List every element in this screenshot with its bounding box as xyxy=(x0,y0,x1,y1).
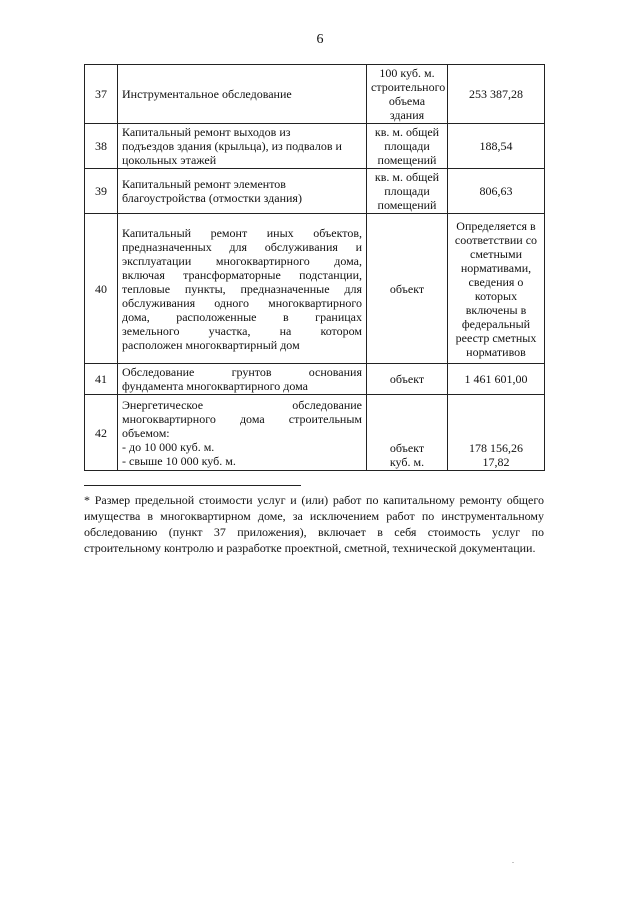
work-description: Капитальный ремонт выходов из подъездов здания (крыльца), из подвалов и цокольных этажей xyxy=(118,124,367,169)
corner-mark: . xyxy=(512,856,514,865)
table-row xyxy=(85,364,545,395)
work-description: Капитальный ремонт элементов благоустройства (отмостки здания) xyxy=(118,169,367,214)
unit-of-measure: объект xyxy=(367,364,448,395)
page-number: 6 xyxy=(316,32,324,47)
work-description: Обследование грунтов основания фундамента многоквартирного дома xyxy=(118,364,367,395)
table-row xyxy=(85,395,545,471)
work-description: Инструментальное обследование xyxy=(118,65,367,124)
unit-of-measure: объект куб. м. xyxy=(367,395,448,471)
price-value: Определяется в соответствии со сметными нормативами, сведения о которых включены в федеральный реестр сметных нормативов xyxy=(448,214,545,364)
unit-of-measure: кв. м. общей площади помещений xyxy=(367,124,448,169)
row-number: 39 xyxy=(85,169,118,214)
row-number: 42 xyxy=(85,395,118,471)
footnote-divider xyxy=(84,485,301,486)
price-value: 188,54 xyxy=(448,124,545,169)
row-number: 37 xyxy=(85,65,118,124)
work-description: Энергетическое обследование многоквартирного дома строительным объемом: - до 10 000 куб. м. - свыше 10 000 куб. м. xyxy=(118,395,367,471)
table-row xyxy=(85,169,545,214)
row-number: 40 xyxy=(85,214,118,364)
table-row xyxy=(85,124,545,169)
unit-of-measure: кв. м. общей площади помещений xyxy=(367,169,448,214)
work-description: Капитальный ремонт иных объектов, предназначенных для обслуживания и эксплуатации многоквартирного дома, включая трансформаторные подстанции, тепловые пункты, предназначенные для обслуживания одного многоквартирного дома, расположенные в границах земельного участка, на котором расположен многоквартирный дом xyxy=(118,214,367,364)
price-value: 806,63 xyxy=(448,169,545,214)
table-row xyxy=(85,65,545,124)
row-number: 41 xyxy=(85,364,118,395)
footnote-text: * Размер предельной стоимости услуг и (или) работ по капитальному ремонту общего имущества в многоквартирном доме, за исключением работ по инструментальному обследованию (пункт 37 приложения), включает в себя стоимость услуг по строительному контролю и разработке проектной, сметной, технической документации. xyxy=(84,493,544,555)
unit-of-measure: 100 куб. м. строительного объема здания xyxy=(367,65,448,124)
cost-table xyxy=(84,64,545,471)
price-value: 253 387,28 xyxy=(448,65,545,124)
price-value: 178 156,26 17,82 xyxy=(448,395,545,471)
table-row xyxy=(85,214,545,364)
unit-of-measure: объект xyxy=(367,214,448,364)
row-number: 38 xyxy=(85,124,118,169)
price-value: 1 461 601,00 xyxy=(448,364,545,395)
